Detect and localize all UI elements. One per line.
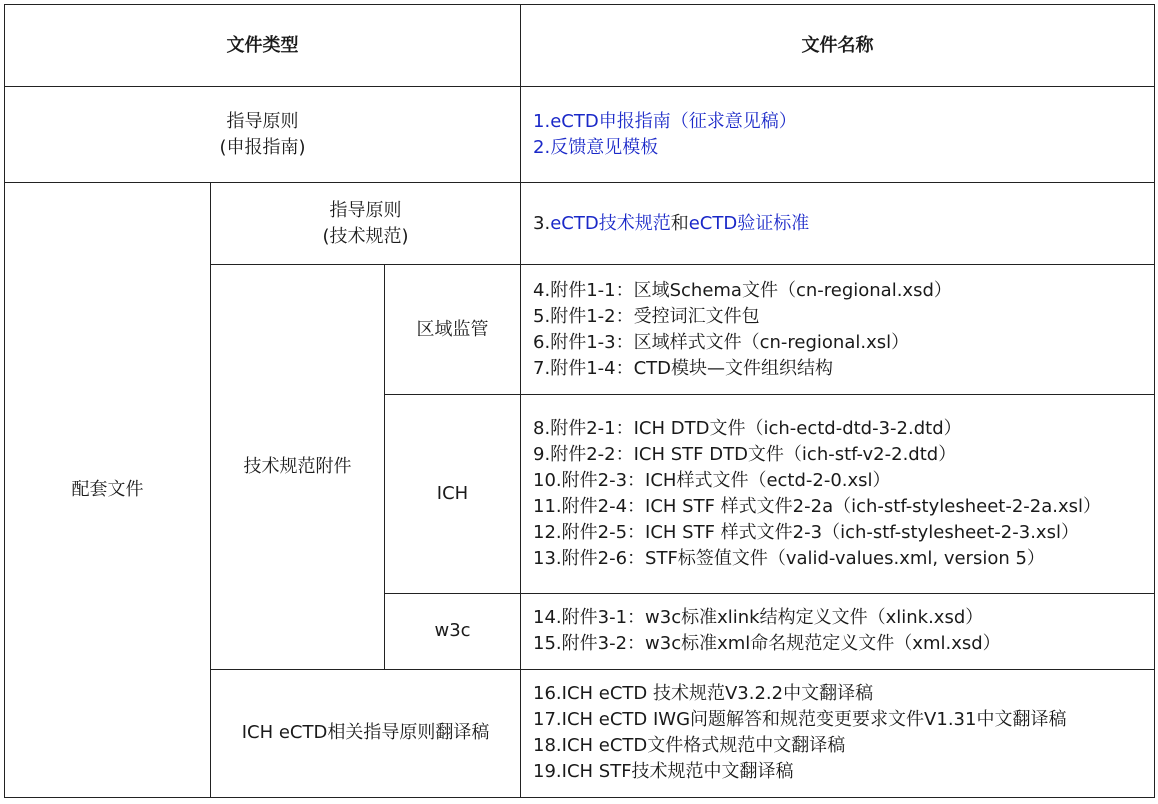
type-label: 指导原则 <box>329 199 402 221</box>
file-joiner: 和 <box>670 212 689 234</box>
file-number: 3. <box>533 212 551 234</box>
file-item: 13.附件2-6：STF标签值文件（valid-values.xml, version 5） <box>533 548 1045 570</box>
file-number: 2. <box>533 136 551 158</box>
tech-annex-cell: 技术规范附件 <box>211 265 385 670</box>
header-type: 文件类型 <box>5 5 521 87</box>
file-table <box>4 4 1155 798</box>
supporting-files-cell: 配套文件 <box>5 183 211 798</box>
name-cell-ich-translation <box>521 669 1155 797</box>
file-item: 11.附件2-4：ICH STF 样式文件2-2a（ich-stf-stylesheet-2-2a.xsl） <box>533 496 1102 518</box>
type-cell-guide-tech <box>211 183 521 265</box>
file-item: 4.附件1-1：区域Schema文件（cn-regional.xsd） <box>533 279 952 301</box>
file-item: 7.附件1-4：CTD模块—文件组织结构 <box>533 357 834 379</box>
name-cell-guide-submit <box>521 87 1155 183</box>
file-item <box>533 135 1154 161</box>
ich-translation-cell: ICH eCTD相关指导原则翻译稿 <box>211 669 521 797</box>
type-sublabel: (申报指南) <box>219 136 306 158</box>
name-cell-ich <box>521 395 1155 593</box>
file-item: 6.附件1-3：区域样式文件（cn-regional.xsl） <box>533 331 910 353</box>
file-link-feedback-template[interactable]: 反馈意见模板 <box>550 136 659 158</box>
file-link-ectd-guide[interactable]: eCTD申报指南（征求意见稿） <box>550 110 797 132</box>
type-sublabel: (技术规范) <box>322 225 409 247</box>
file-item: 18.ICH eCTD文件格式规范中文翻译稿 <box>533 735 846 757</box>
file-item: 17.ICH eCTD IWG问题解答和规范变更要求文件V1.31中文翻译稿 <box>533 709 1067 731</box>
file-item <box>533 109 1154 135</box>
type-label: 指导原则 <box>226 110 299 132</box>
type-cell-guide-submit <box>5 87 521 183</box>
ich-cell: ICH <box>385 395 521 593</box>
header-row <box>5 5 1155 87</box>
file-item: 15.附件3-2：w3c标准xml命名规范定义文件（xml.xsd） <box>533 633 1001 655</box>
file-number: 1. <box>533 110 551 132</box>
name-cell-w3c <box>521 593 1155 669</box>
file-item: 9.附件2-2：ICH STF DTD文件（ich-stf-v2-2.dtd） <box>533 444 957 466</box>
file-item: 10.附件2-3：ICH样式文件（ectd-2-0.xsl） <box>533 470 891 492</box>
header-name: 文件名称 <box>521 5 1155 87</box>
file-item <box>533 211 1154 237</box>
file-item: 8.附件2-1：ICH DTD文件（ich-ectd-dtd-3-2.dtd） <box>533 418 962 440</box>
file-item: 5.附件1-2：受控词汇文件包 <box>533 305 760 327</box>
regional-cell: 区域监管 <box>385 265 521 395</box>
table-row <box>5 87 1155 183</box>
name-cell-regional <box>521 265 1155 395</box>
file-link-tech-spec[interactable]: eCTD技术规范 <box>550 212 671 234</box>
table-row <box>5 183 1155 265</box>
file-item: 16.ICH eCTD 技术规范V3.2.2中文翻译稿 <box>533 683 874 705</box>
name-cell-guide-tech <box>521 183 1155 265</box>
file-item: 19.ICH STF技术规范中文翻译稿 <box>533 761 794 783</box>
w3c-cell: w3c <box>385 593 521 669</box>
file-item: 12.附件2-5：ICH STF 样式文件2-3（ich-stf-stylesheet-2-3.xsl） <box>533 522 1079 544</box>
file-item: 14.附件3-1：w3c标准xlink结构定义文件（xlink.xsd） <box>533 607 984 629</box>
file-link-validation-criteria[interactable]: eCTD验证标准 <box>688 212 810 234</box>
